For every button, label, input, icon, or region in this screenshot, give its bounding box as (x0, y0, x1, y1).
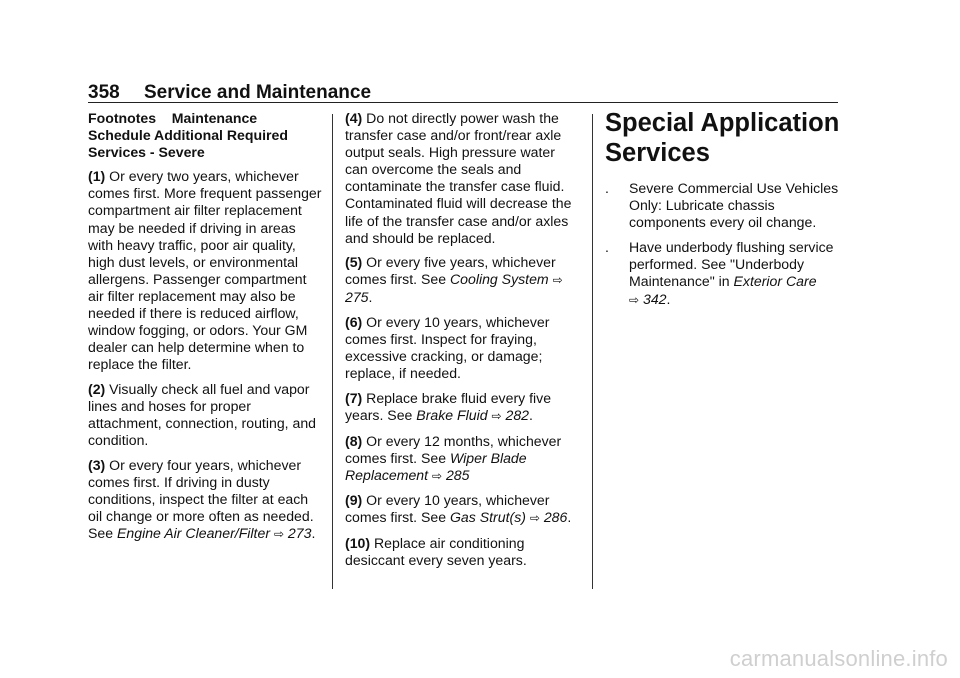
footnote-5 (345, 254, 581, 306)
footnote-number: (7) (345, 389, 363, 406)
footnote-6 (345, 314, 581, 382)
footnote-text: Or every 12 months, whichever comes first. See (345, 432, 562, 466)
footnote-10 (345, 535, 581, 569)
page-number: 358 (88, 82, 120, 103)
footnote-punctuation: . (529, 407, 533, 423)
page-reference-icon: ⇨ (491, 409, 502, 423)
footnote-number: (8) (345, 432, 363, 449)
reference-title: Brake Fluid (416, 407, 488, 423)
page-reference-icon: ⇨ (629, 292, 640, 307)
reference-page: 282 (505, 407, 529, 423)
header-rule (88, 102, 838, 103)
footnote-punctuation: . (311, 525, 316, 542)
footnote-number: (5) (345, 254, 363, 271)
cross-reference-link[interactable] (450, 509, 567, 525)
list-item (605, 180, 841, 231)
list-item-text: Severe Commercial Use Vehicles Only: Lubricate chassis components every oil change. (629, 180, 839, 231)
footnote-text: Visually check all fuel and vapor lines and hoses for proper attachment, connection, routing, and condition. (88, 380, 316, 449)
reference-title: Gas Strut(s) (449, 509, 526, 526)
page-reference-icon: ⇨ (529, 511, 540, 526)
reference-page: 286 (543, 509, 568, 526)
footnote-text: Or every four years, whichever comes first. If driving in dusty conditions, inspect the filter at each oil change or more often as needed. See (88, 456, 314, 542)
footnote-text: Do not directly power wash the transfer case and/or front/rear axle output seals. High pressure water can overcome the seals and contaminate the transfer case fluid. Contaminated fluid will decrease the life of the transfer case and/or axles and should be replaced. (345, 110, 572, 246)
reference-page: 342 (642, 290, 667, 307)
cross-reference-link[interactable] (416, 407, 529, 423)
column-divider (592, 114, 593, 589)
column-divider (332, 114, 333, 589)
watermark: carmanualsonline.info (729, 646, 948, 671)
footnote-number: (3) (88, 456, 106, 473)
reference-title: Wiper Blade Replacement (345, 449, 527, 483)
footnote-number: (4) (345, 110, 363, 126)
page-header (88, 82, 838, 104)
bullet-icon: . (605, 239, 609, 256)
list-item-body: Have underbody flushing service performed. See "Underbody Maintenance" in (629, 239, 834, 290)
list-item-punctuation: . (666, 290, 671, 307)
footnote-number: (9) (345, 492, 363, 509)
footnote-text: Or every 10 years, whichever comes first. See (345, 492, 550, 526)
footnote-4 (345, 110, 581, 247)
cross-reference-link[interactable] (117, 525, 311, 541)
footnote-number: (10) (345, 535, 371, 552)
footnote-9 (345, 492, 581, 527)
footnotes-heading: Footnotes Maintenance Schedule Additional Required Services - Severe (88, 110, 288, 161)
reference-title: Exterior Care (733, 273, 817, 290)
footnote-3 (88, 457, 324, 543)
column-2 (345, 110, 581, 577)
footnote-7 (345, 390, 581, 425)
section-title: Service and Maintenance (144, 82, 372, 103)
footnote-2 (88, 381, 324, 449)
section-heading: Special Application Services (605, 109, 840, 167)
column-1 (88, 110, 324, 551)
footnote-punctuation: . (368, 289, 373, 306)
footnote-number: (6) (345, 314, 363, 331)
list-item-text (629, 239, 841, 308)
reference-title: Engine Air Cleaner/Filter (117, 525, 271, 542)
footnote-text: Replace brake fluid every five years. See (345, 389, 552, 423)
reference-title: Cooling System (449, 271, 549, 288)
footnote-number: (2) (88, 380, 106, 397)
footnote-text: Replace air conditioning desiccant every seven years. (345, 535, 527, 569)
page-reference-icon: ⇨ (552, 273, 563, 288)
footnote-1 (88, 168, 324, 373)
page-reference-icon: ⇨ (431, 468, 443, 483)
footnote-text: Or every 10 years, whichever comes first. Inspect for fraying, excessive cracking, or damage; replace, if needed. (345, 314, 550, 382)
footnote-8 (345, 433, 581, 485)
footnote-text: Or every five years, whichever comes first. See (345, 254, 556, 288)
footnote-text: Or every two years, whichever comes first. More frequent passenger compartment air filter replacement may be needed if driving in areas with heavy traffic, poor air quality, high dust levels, or environmental allergens. Passenger compartment air filter replacement may also be needed if there is reduced airflow, window fogging, or odors. Your GM dealer can help determine when to replace the filter. (88, 168, 322, 373)
footnote-punctuation: . (567, 509, 572, 526)
reference-page: 275 (345, 289, 369, 306)
reference-page: 285 (445, 466, 470, 483)
column-3 (605, 110, 841, 317)
list-item (605, 239, 841, 308)
footnote-number: (1) (88, 168, 106, 185)
page-reference-icon: ⇨ (273, 527, 284, 542)
reference-page: 273 (287, 525, 312, 542)
bullet-icon: . (605, 180, 609, 196)
